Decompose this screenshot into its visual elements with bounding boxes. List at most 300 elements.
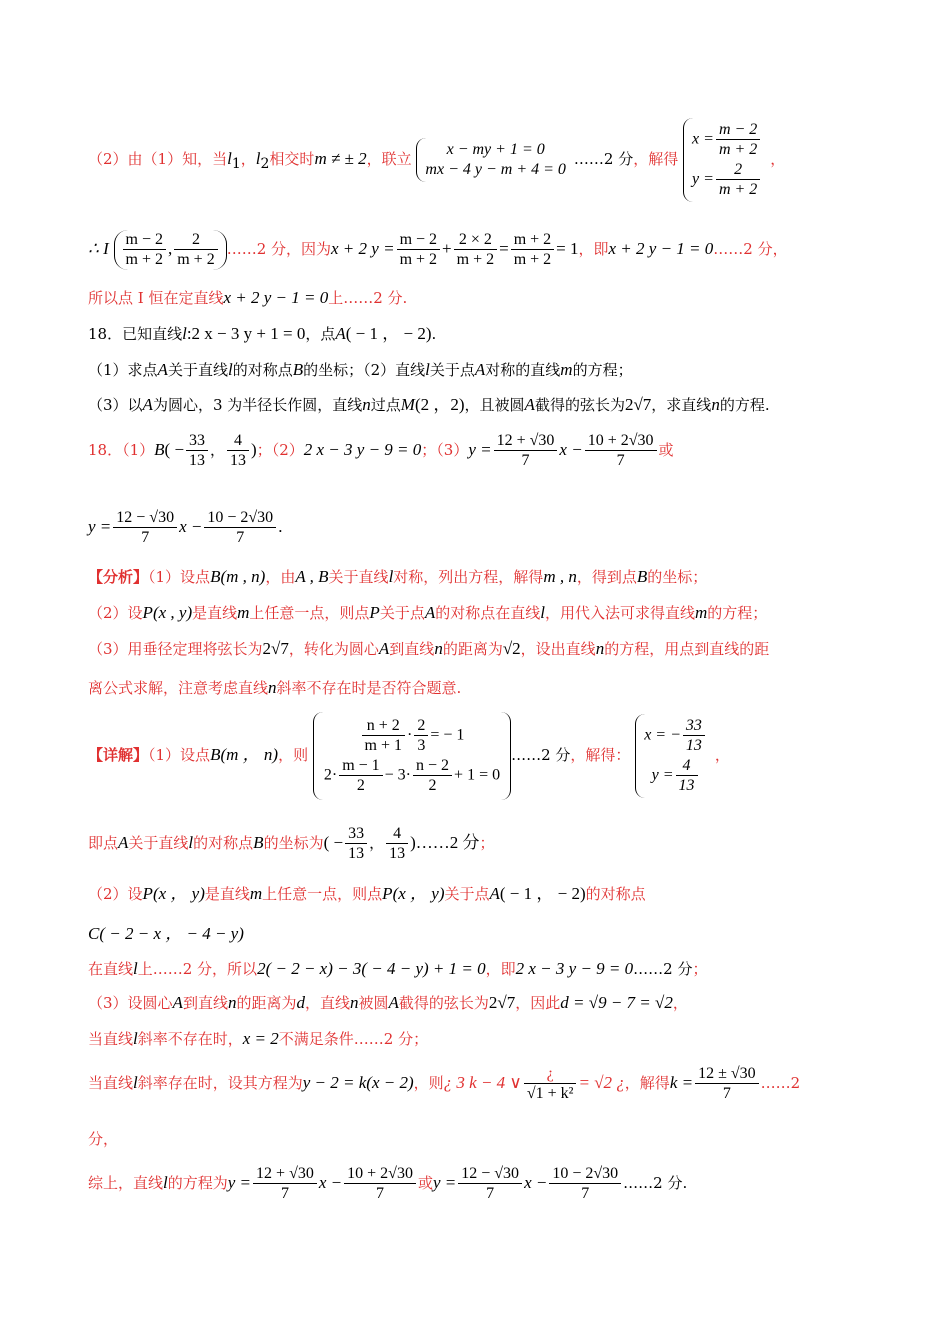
- denominator: 7: [722, 1085, 731, 1102]
- text: ，由: [265, 568, 296, 586]
- text: （1）设点: [148, 746, 211, 764]
- fraction: [524, 1066, 577, 1102]
- numerator: 33: [186, 433, 208, 451]
- denominator: 13: [685, 737, 702, 754]
- math: d: [296, 993, 305, 1012]
- math: n: [711, 395, 720, 414]
- text: .: [431, 325, 437, 343]
- solution-point-i-line: [88, 230, 788, 270]
- math: (m ， n): [220, 745, 279, 764]
- text: 上任意一点，则点: [249, 604, 370, 622]
- numerator: 33: [683, 718, 705, 736]
- math: 2( − 2 − x) − 3( − 4 − y) + 1 = 0: [257, 959, 486, 978]
- text: （2）设: [88, 885, 143, 903]
- math: 2 x − 3 y − 9 = 0: [515, 959, 634, 978]
- denominator: m + 2: [399, 251, 438, 268]
- text: ；（3）: [421, 441, 469, 459]
- analysis-line-3: [88, 640, 769, 657]
- analysis-line-2: [88, 604, 767, 621]
- numerator: 10 − 2√30: [549, 1166, 621, 1184]
- denominator: √1 + k²: [526, 1085, 574, 1102]
- math: n: [227, 993, 237, 1012]
- math: (2 ，2): [414, 395, 465, 414]
- math: x −: [318, 1173, 343, 1192]
- text: ……2 分，因为: [226, 240, 332, 258]
- math: y =: [227, 1173, 252, 1192]
- detail-line-8: [88, 1132, 118, 1147]
- math: x −: [179, 517, 203, 536]
- math: l: [133, 1029, 138, 1048]
- math: m: [249, 884, 263, 903]
- text: 关于点: [429, 361, 475, 379]
- fraction: [676, 758, 698, 794]
- text: 被圆: [358, 994, 389, 1012]
- text: 为圆心，3 为半径长作圆，直线: [152, 396, 363, 414]
- math: B: [636, 567, 648, 586]
- text: 当直线: [88, 1074, 134, 1092]
- math: A: [424, 603, 436, 622]
- math: d = √9 − 7 = √2: [560, 993, 673, 1012]
- math: ·: [407, 726, 413, 744]
- text: 对称，列出方程，解得: [393, 568, 544, 586]
- text: ……2 分，: [713, 240, 788, 258]
- math: n: [268, 678, 277, 697]
- math: +: [442, 239, 452, 258]
- math: A: [335, 324, 346, 343]
- denominator: 7: [141, 529, 150, 546]
- score: ……2 分: [511, 746, 571, 764]
- math: = − 1: [430, 726, 465, 744]
- solution-conclusion-line: [88, 289, 407, 306]
- text: （1）设点: [148, 568, 211, 586]
- math: l: [163, 1173, 168, 1192]
- text: ，则: [413, 1074, 444, 1092]
- text: ，: [714, 746, 730, 764]
- math: ¿ 3 k − 4 ∨: [443, 1073, 522, 1092]
- text: 关于点: [444, 885, 490, 903]
- denominator: 13: [230, 452, 247, 469]
- numerator: 2: [716, 162, 760, 180]
- math: M: [400, 395, 415, 414]
- text: 的坐标；（2）直线: [303, 361, 426, 379]
- detail-line-3: [88, 925, 244, 942]
- denominator: 7: [376, 1185, 385, 1202]
- math: l: [425, 360, 430, 379]
- fraction: [695, 1066, 759, 1102]
- math: x = 2: [242, 1029, 279, 1048]
- math: − 3·: [384, 766, 412, 784]
- text: ，联立: [366, 150, 412, 168]
- math: P: [382, 884, 393, 903]
- text: （3）设圆心: [88, 994, 173, 1012]
- math: y =: [468, 440, 492, 459]
- math: 2·: [323, 766, 338, 784]
- text: ，解得: [624, 1074, 670, 1092]
- numerator: 10 + 2√30: [344, 1166, 416, 1184]
- text: ，: [672, 994, 688, 1012]
- math: l: [255, 149, 261, 168]
- text: 截得的弦长为: [534, 396, 625, 414]
- fraction: [716, 122, 760, 158]
- denominator: 13: [189, 452, 206, 469]
- equation-row-1: [324, 716, 500, 756]
- text: 过点: [370, 396, 401, 414]
- equation-system: [416, 138, 574, 182]
- text: 分，: [88, 1130, 119, 1148]
- text: ；: [479, 834, 495, 852]
- text: 18．（1）: [88, 441, 155, 459]
- numerator: ¿: [524, 1066, 577, 1084]
- score: ……2: [760, 1074, 801, 1092]
- numerator: 2: [414, 718, 428, 736]
- question-18-sub1: [88, 361, 633, 378]
- equation-row-2: [324, 756, 500, 796]
- math: A: [489, 884, 500, 903]
- text: 所以点 I 恒在定直线: [88, 289, 224, 307]
- score: ……2 分: [573, 150, 634, 168]
- math: 2: [260, 156, 270, 172]
- math: l: [227, 360, 233, 379]
- numerator: 12 ± √30: [695, 1066, 759, 1084]
- answer-18-line: [88, 433, 674, 469]
- text: 18．已知直线: [88, 325, 183, 343]
- math: l: [182, 324, 187, 343]
- text: 是直线: [192, 604, 238, 622]
- question-18-title: [88, 325, 436, 342]
- solution-x: [692, 120, 762, 160]
- math: A: [474, 360, 486, 379]
- fraction: [253, 1166, 317, 1202]
- math: l: [133, 1073, 138, 1092]
- math: x =: [692, 130, 714, 148]
- math: C( − 2 − x ， − 4 − y): [88, 924, 244, 943]
- math: 2 x − 3 y − 9 = 0: [303, 440, 422, 459]
- text: （3）以: [88, 396, 143, 414]
- numerator: 12 + √30: [253, 1166, 317, 1184]
- detail-line-1: [88, 712, 730, 800]
- score: ……2 分: [633, 960, 693, 978]
- math: ,: [167, 239, 173, 258]
- math: B: [253, 833, 264, 852]
- fraction: [174, 232, 217, 268]
- fraction: [386, 826, 408, 862]
- solution-x: [644, 716, 707, 756]
- math: y =: [692, 170, 714, 188]
- text: 的方程为: [167, 1174, 228, 1192]
- text: 关于直线: [128, 834, 189, 852]
- math: y =: [432, 1173, 457, 1192]
- numerator: n − 2: [413, 758, 452, 776]
- text: （2）设: [88, 604, 143, 622]
- text: ，则: [278, 746, 309, 764]
- math: m: [237, 603, 250, 622]
- math: m , n: [543, 567, 577, 586]
- math: .: [278, 517, 283, 536]
- numerator: 12 − √30: [113, 510, 177, 528]
- text: 或: [658, 441, 674, 459]
- answer-18-line2: [88, 510, 282, 546]
- text: 对称的直线: [485, 361, 561, 379]
- denominator: 3: [417, 737, 426, 754]
- math: x −: [524, 1173, 548, 1192]
- math: y =: [651, 766, 674, 784]
- numerator: n + 2: [362, 718, 405, 736]
- math: P: [142, 884, 153, 903]
- math: ( −: [323, 833, 344, 852]
- text: ，: [210, 441, 226, 459]
- math: B: [210, 567, 221, 586]
- math: (x , y): [152, 603, 193, 622]
- denominator: m + 2: [125, 251, 163, 268]
- fraction: [362, 718, 405, 754]
- denominator: 7: [616, 452, 625, 469]
- text: ，因此: [515, 994, 561, 1012]
- text: 的距离为: [442, 640, 503, 658]
- math: A: [378, 639, 390, 658]
- equation: x − my + 1 = 0: [446, 141, 545, 158]
- denominator: 7: [521, 452, 530, 469]
- fraction: [344, 1166, 416, 1202]
- math: A: [388, 993, 399, 1012]
- denominator: 7: [581, 1185, 590, 1202]
- numerator: 10 + 2√30: [585, 433, 657, 451]
- text: 的对称点: [193, 834, 254, 852]
- fraction: [204, 510, 276, 546]
- fraction: [345, 826, 367, 862]
- fraction: [227, 433, 249, 469]
- fraction: [549, 1166, 621, 1202]
- text: 的方程，用点到直线的距: [604, 640, 770, 658]
- text: （3）用垂径定理将弦长为: [88, 640, 263, 658]
- math: m ≠ ± 2: [314, 149, 367, 168]
- numerator: 4: [386, 826, 408, 844]
- numerator: 4: [676, 758, 698, 776]
- text: 截得的弦长为: [398, 994, 489, 1012]
- text: ；: [692, 960, 708, 978]
- math: √2: [502, 639, 521, 658]
- text: ，设出直线: [520, 640, 596, 658]
- text: ；（2）: [256, 441, 304, 459]
- text: ，解得: [633, 150, 679, 168]
- text: ，直线: [304, 994, 350, 1012]
- text: 的对称点在直线: [435, 604, 541, 622]
- math: n: [349, 993, 359, 1012]
- text: 关于点: [379, 604, 425, 622]
- math: ( − 1 ， − 2): [499, 884, 586, 903]
- math: n: [595, 639, 605, 658]
- fraction: [494, 433, 558, 469]
- denominator: 13: [389, 845, 406, 862]
- denominator: 13: [348, 845, 365, 862]
- math: =: [499, 239, 509, 258]
- equation: mx − 4 y − m + 4 = 0: [425, 161, 566, 178]
- denominator: m + 2: [456, 251, 495, 268]
- math: ∴ I: [88, 239, 109, 258]
- text: 的方程；: [572, 361, 633, 379]
- text: 的对称点: [232, 361, 293, 379]
- text: ，点: [305, 325, 336, 343]
- text: 关于直线: [328, 568, 389, 586]
- math: (x ， y): [392, 884, 445, 903]
- fraction: [683, 718, 705, 754]
- fraction: [585, 433, 657, 469]
- text: 上任意一点，则点: [262, 885, 383, 903]
- numerator: 12 + √30: [494, 433, 558, 451]
- analysis-tag: 【分析】: [88, 568, 149, 586]
- denominator: 13: [678, 777, 695, 794]
- detail-final-line: [88, 1166, 687, 1202]
- text: 到直线: [182, 994, 228, 1012]
- numerator: m − 1: [339, 758, 382, 776]
- math: x −: [559, 440, 583, 459]
- numerator: m + 2: [511, 232, 554, 250]
- math: )……2 分: [410, 833, 480, 852]
- text: ，: [770, 150, 786, 168]
- math: y =: [88, 517, 112, 536]
- denominator: 2: [356, 777, 365, 794]
- text: 即点: [88, 834, 119, 852]
- fraction: [339, 758, 382, 794]
- text: ，转化为圆心: [288, 640, 379, 658]
- math: x = −: [644, 726, 681, 744]
- fraction: [186, 433, 208, 469]
- denominator: 7: [280, 1185, 289, 1202]
- text: 或: [417, 1174, 433, 1192]
- numerator: 2: [174, 232, 217, 250]
- fraction: [123, 232, 166, 268]
- detail-line-6: [88, 1030, 428, 1047]
- math: = √2 ¿: [578, 1073, 625, 1092]
- math: 2√7: [624, 395, 652, 414]
- math: A: [524, 395, 535, 414]
- detail-line-4: [88, 960, 707, 977]
- fraction: [397, 232, 440, 268]
- text: 上……2 分.: [328, 289, 408, 307]
- text: 的坐标；: [647, 568, 708, 586]
- math: 2√7: [488, 993, 516, 1012]
- math: = 1: [556, 239, 579, 258]
- text: 关于直线: [167, 361, 228, 379]
- analysis-line-1: [88, 568, 707, 585]
- math: l: [133, 959, 138, 978]
- text: 的对称点: [585, 885, 646, 903]
- math: :2 x − 3 y + 1 = 0: [186, 324, 306, 343]
- math: P: [142, 603, 153, 622]
- numerator: m − 2: [123, 232, 166, 250]
- math: m: [694, 603, 708, 622]
- denominator: m + 2: [177, 251, 215, 268]
- fraction: [454, 232, 497, 268]
- math: y − 2 = k(x − 2): [302, 1073, 414, 1092]
- text: 斜率存在时，设其方程为: [137, 1074, 303, 1092]
- text: 斜率不存在时是否符合题意.: [276, 679, 462, 697]
- text: 当直线: [88, 1030, 134, 1048]
- detail-line-5: [88, 994, 688, 1011]
- numerator: m − 2: [716, 122, 760, 140]
- math: A , B: [295, 567, 329, 586]
- equation-system: [313, 712, 511, 800]
- score: ……2 分.: [623, 1174, 688, 1192]
- math: l: [188, 833, 194, 852]
- text: ，求直线: [651, 396, 712, 414]
- analysis-line-4: [88, 679, 461, 696]
- numerator: 4: [227, 433, 249, 451]
- math: B: [292, 360, 304, 379]
- math: A: [118, 833, 129, 852]
- math: n: [434, 639, 443, 658]
- solution-y: [644, 756, 707, 796]
- point-coordinates: [114, 230, 227, 270]
- text: 是直线: [204, 885, 250, 903]
- text: ，即: [578, 240, 609, 258]
- text: 在直线: [88, 960, 134, 978]
- text: ，用代入法可求得直线: [544, 604, 695, 622]
- math: ( − 1 ， − 2): [345, 324, 432, 343]
- math: (m , n): [220, 567, 266, 586]
- text: 综上，直线: [88, 1174, 164, 1192]
- denominator: m + 2: [718, 141, 758, 158]
- solution-y: [692, 160, 762, 200]
- solution-system: [635, 714, 715, 798]
- fraction: [113, 510, 177, 546]
- fraction: [511, 232, 554, 268]
- fraction: [458, 1166, 522, 1202]
- math: A: [142, 395, 153, 414]
- math: ( −: [164, 440, 185, 459]
- detail-tag: 【详解】: [88, 746, 149, 764]
- text: 上……2 分，所以: [137, 960, 258, 978]
- text: ，: [240, 150, 256, 168]
- math: l: [388, 567, 394, 586]
- text: 的距离为: [236, 994, 297, 1012]
- text: 到直线: [389, 640, 435, 658]
- numerator: 10 − 2√30: [204, 510, 276, 528]
- math: n: [362, 395, 371, 414]
- math: 2√7: [262, 639, 289, 658]
- math: P: [369, 603, 380, 622]
- denominator: m + 1: [364, 737, 403, 754]
- math: B: [210, 745, 221, 764]
- text: 离公式求解，注意考虑直线: [88, 679, 269, 697]
- denominator: m + 2: [513, 251, 552, 268]
- numerator: 2 × 2: [454, 232, 497, 250]
- text: ，即: [485, 960, 516, 978]
- text: ，得到点: [576, 568, 637, 586]
- text: ，解得：: [570, 746, 631, 764]
- text: （1）求点: [88, 361, 158, 379]
- math: + 1 = 0: [454, 766, 501, 784]
- text: 不满足条件……2 分；: [278, 1030, 429, 1048]
- detail-line-7: [88, 1066, 800, 1102]
- math: B: [154, 440, 165, 459]
- math: l: [540, 603, 545, 622]
- denominator: 7: [236, 529, 245, 546]
- text: 斜率不存在时，: [137, 1030, 243, 1048]
- detail-conclusion-1: [88, 826, 495, 862]
- text: 相交时: [269, 150, 315, 168]
- denominator: 7: [486, 1185, 495, 1202]
- text: （2）由（1）知，当: [88, 150, 228, 168]
- fraction: [414, 718, 428, 754]
- question-18-sub3: [88, 396, 770, 413]
- math: x + 2 y − 1 = 0: [223, 288, 329, 307]
- numerator: 33: [345, 826, 367, 844]
- solution-system: [683, 118, 770, 202]
- solution-part2-line: [88, 118, 785, 202]
- denominator: 2: [428, 777, 437, 794]
- math: m: [560, 360, 573, 379]
- fraction: [716, 162, 760, 198]
